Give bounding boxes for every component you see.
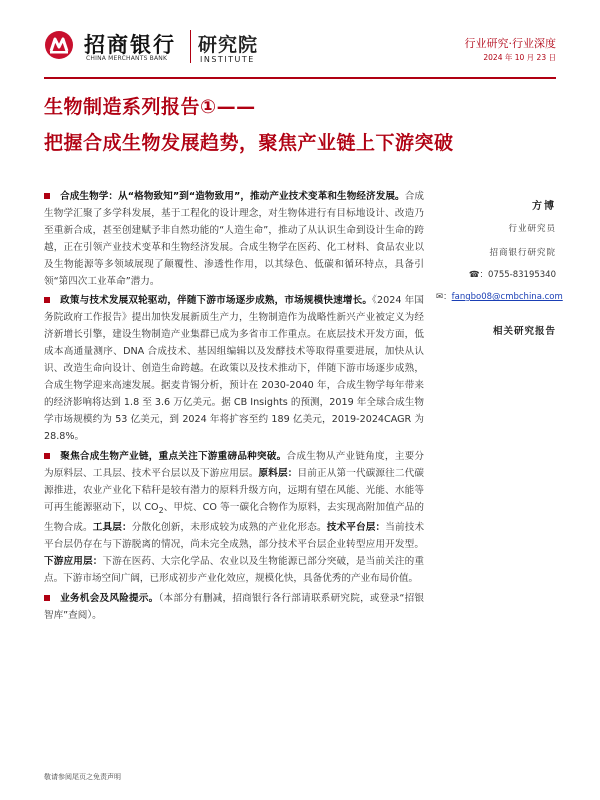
- analyst-phone: ☎：0755-83195340: [468, 270, 556, 280]
- analyst-info: [436, 197, 563, 302]
- section-body: 目前正从第一代碳源往二代碳源推进，农业产业化下秸秆是较有潜力的原料升级方向，远期有望在风能、光能、水能等可再生能源驱动下，以 CO: [44, 468, 425, 513]
- analyst-name: 方博: [532, 201, 556, 212]
- section-body: 合成生物学汇聚了多学科发展，基于工程化的设计理念，对生物体进行有目标地设计、改造乃至重新合成，甚至创建赋予非自然功能的“人造生命”，推动了从认识生命到设计生命的跨越，正在引领产业技术变革和生物经济发展。合成生物学在医药、化工材料、食品农业以及生物能源等多领域展现了颠覆性、渗透性作用，以其绿色、低碳和循环特点，具备引领“第四次工业革命”潜力。: [44, 191, 424, 287]
- section-body: 合成生物从产业链角度，主要分为原料层、工具层、技术平台层以及下游应用层。: [44, 451, 425, 479]
- phone-icon: ☎: [468, 270, 480, 280]
- section-label: 技术平台层：: [326, 521, 386, 533]
- report-title: 把握合成生物发展趋势，聚焦产业链上下游突破: [44, 132, 454, 154]
- phone-number: 0755-83195340: [488, 270, 556, 280]
- bullet-marker: [44, 595, 50, 601]
- bullet-marker: [44, 297, 50, 303]
- section-lead: 合成生物学：从“格物致知”到“造物致用”，推动产业技术变革和生物经济发展。: [60, 191, 405, 202]
- section-body: 《2024 年国务院政府工作报告》提出加快发展新质生产力，生物制造作为战略性新兴产业被定义为经济新增长引擎，建设生物制造产业集群已成为多省市工作重点。在底层技术开发方面，低成本高通量测序、DNA 合成技术、基因组编辑以及发酵技术等取得重要进展，加快从认识、改造生命向设计、创造生命跨越。在政策以及技术推动下，伴随下游市场逐步成熟，合成生物学迎来高速发展。据麦肯锡分析，预计在 2030-2040 年，合成生物学每年带来的经济影响将达到 1.8 至 3.6 万亿美元。据 CB Insights 的预测，2019 年全球合成生物学市场规模约为 53 亿美元，到 2024 年将扩容至约 189 亿美元，2019-2024CAGR 为 28.8%。: [44, 295, 425, 442]
- cmb-logo-icon: [44, 30, 74, 60]
- subscript: 2: [158, 505, 164, 515]
- disclaimer-note: 敬请参阅尾页之免责声明: [44, 773, 121, 781]
- section-label: 工具层：: [92, 521, 132, 533]
- section-body: 下游在医药、大宗化学品、农业以及生物能源已部分突破，是当前关注的重点。下游市场空间广阔，已形成初步产业化效应，规模化快，具备优秀的产业布局价值。: [44, 555, 425, 584]
- summary-section: [44, 188, 424, 290]
- section-lead: 聚焦合成生物产业链，重点关注下游重磅品种突破。: [60, 451, 287, 462]
- institute-name-english: INSTITUTE: [200, 55, 255, 64]
- header-rule: [44, 77, 556, 79]
- report-type: 行业研究·行业深度: [464, 37, 556, 50]
- email-link[interactable]: fangbo08@cmbchina.com: [451, 292, 563, 302]
- bullet-marker: [44, 193, 50, 199]
- mail-icon: ✉: [436, 292, 444, 302]
- section-lead: 业务机会及风险提示。: [60, 592, 159, 604]
- report-date: 2024 年 10 月 23 日: [483, 53, 556, 62]
- section-body: （本部分有删减，招商银行各行部请联系研究院，或登录“招银智库”查阅）。: [44, 592, 425, 621]
- summary-section: [44, 292, 424, 445]
- section-body: 分散化创新，未形成较为成熟的产业化形态。: [131, 521, 327, 533]
- related-reports-heading: 相关研究报告: [492, 326, 556, 337]
- section-lead: 政策与技术发展双轮驱动，伴随下游市场逐步成熟，市场规模快速增长。: [60, 295, 373, 306]
- bullet-marker: [44, 453, 50, 459]
- summary-section: [44, 448, 424, 587]
- section-body: 当前技术平台层仍存在与下游脱离的情况，尚未完全成熟，部分技术平台层企业转型应用开发型。: [44, 521, 425, 550]
- brand-divider: [190, 30, 191, 63]
- analyst-org: 招商银行研究院: [489, 248, 556, 258]
- brand-name-english: CHINA MERCHANTS BANK: [86, 55, 168, 62]
- analyst-title: 行业研究员: [508, 224, 556, 234]
- analyst-email: ✉：fangbo08@cmbchina.com: [436, 292, 563, 302]
- section-label: 下游应用层：: [44, 555, 103, 567]
- section-body: 、甲烷、CO 等一碳化合物作为原料，去实现高附加值产品的生物合成。: [44, 502, 424, 533]
- section-label: 原料层：: [258, 468, 298, 479]
- brand-name: 招商银行: [84, 33, 176, 57]
- summary-column: [44, 188, 424, 624]
- institute-name: 研究院: [198, 34, 259, 56]
- report-series-title: 生物制造系列报告①——: [44, 96, 256, 118]
- summary-section: [44, 590, 424, 624]
